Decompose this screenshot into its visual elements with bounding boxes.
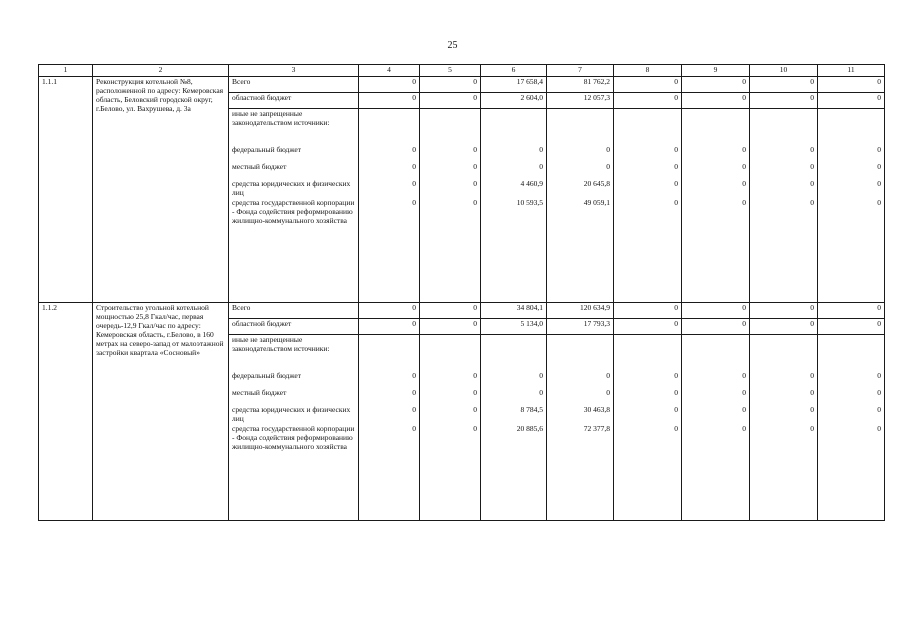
funding-source-label: средства юридических и физических лиц	[229, 179, 359, 198]
value-cell-col-4: 0	[359, 145, 420, 162]
value-cell-col-7	[547, 109, 614, 145]
funding-source-label: Всего	[229, 303, 359, 319]
funding-source-label: иные не запрещенные законодательством источники:	[229, 109, 359, 145]
value-cell-col-5: 0	[420, 319, 481, 335]
value-cell-col-4: 0	[359, 198, 420, 303]
value-cell-col-6: 0	[481, 371, 547, 388]
value-cell-col-10: 0	[750, 93, 818, 109]
value-cell-col-4: 0	[359, 303, 420, 319]
value-cell-col-11: 0	[818, 179, 885, 198]
value-cell-col-8: 0	[614, 162, 682, 179]
value-cell-col-8: 0	[614, 371, 682, 388]
page-number: 25	[447, 40, 458, 51]
value-cell-col-4: 0	[359, 77, 420, 93]
value-cell-col-10: 0	[750, 388, 818, 405]
value-cell-col-6	[481, 335, 547, 371]
funding-source-label: областной бюджет	[229, 319, 359, 335]
funding-source-label: Всего	[229, 77, 359, 93]
value-cell-col-11: 0	[818, 388, 885, 405]
value-cell-col-7: 72 377,8	[547, 424, 614, 521]
item-code: 1.1.1	[39, 77, 93, 303]
value-cell-col-7: 0	[547, 388, 614, 405]
column-header-2: 2	[93, 65, 229, 77]
column-header-1: 1	[39, 65, 93, 77]
value-cell-col-11	[818, 335, 885, 371]
value-cell-col-10: 0	[750, 162, 818, 179]
value-cell-col-9: 0	[682, 162, 750, 179]
funding-source-label: федеральный бюджет	[229, 371, 359, 388]
value-cell-col-5: 0	[420, 162, 481, 179]
value-cell-col-4: 0	[359, 319, 420, 335]
funding-source-label: средства государственной корпорации - Фонда содействия реформированию жилищно-коммунального хозяйства	[229, 424, 359, 521]
value-cell-col-11: 0	[818, 405, 885, 424]
value-cell-col-6: 5 134,0	[481, 319, 547, 335]
column-header-5: 5	[420, 65, 481, 77]
value-cell-col-8	[614, 335, 682, 371]
value-cell-col-5	[420, 109, 481, 145]
value-cell-col-5	[420, 335, 481, 371]
value-cell-col-11: 0	[818, 198, 885, 303]
table-row	[39, 303, 885, 319]
value-cell-col-8: 0	[614, 145, 682, 162]
value-cell-col-4	[359, 109, 420, 145]
value-cell-col-11: 0	[818, 371, 885, 388]
table-row	[39, 77, 885, 93]
value-cell-col-10: 0	[750, 179, 818, 198]
value-cell-col-7: 49 059,1	[547, 198, 614, 303]
value-cell-col-6: 34 804,1	[481, 303, 547, 319]
value-cell-col-4: 0	[359, 371, 420, 388]
value-cell-col-4: 0	[359, 93, 420, 109]
value-cell-col-8	[614, 109, 682, 145]
column-header-7: 7	[547, 65, 614, 77]
value-cell-col-6: 10 593,5	[481, 198, 547, 303]
value-cell-col-5: 0	[420, 388, 481, 405]
funding-source-label: федеральный бюджет	[229, 145, 359, 162]
value-cell-col-7: 0	[547, 145, 614, 162]
value-cell-col-9: 0	[682, 145, 750, 162]
value-cell-col-4: 0	[359, 405, 420, 424]
value-cell-col-5: 0	[420, 371, 481, 388]
value-cell-col-9: 0	[682, 303, 750, 319]
funding-source-label: местный бюджет	[229, 388, 359, 405]
item-name: Строительство угольной котельной мощностью 25,8 Гкал/час, первая очередь-12,9 Гкал/час по адресу: Кемеровская область, г.Белово, в 160 метрах на северо-запад от малоэтажной застройки квартала «Сосновый»	[93, 303, 229, 521]
column-header-11: 11	[818, 65, 885, 77]
column-header-10: 10	[750, 65, 818, 77]
value-cell-col-7: 81 762,2	[547, 77, 614, 93]
value-cell-col-7: 12 057,3	[547, 93, 614, 109]
value-cell-col-7: 0	[547, 371, 614, 388]
value-cell-col-6: 8 784,5	[481, 405, 547, 424]
value-cell-col-9	[682, 335, 750, 371]
value-cell-col-8: 0	[614, 179, 682, 198]
value-cell-col-4: 0	[359, 424, 420, 521]
value-cell-col-5: 0	[420, 77, 481, 93]
value-cell-col-7: 30 463,8	[547, 405, 614, 424]
value-cell-col-8: 0	[614, 388, 682, 405]
value-cell-col-5: 0	[420, 179, 481, 198]
value-cell-col-10: 0	[750, 77, 818, 93]
value-cell-col-9: 0	[682, 77, 750, 93]
value-cell-col-10: 0	[750, 198, 818, 303]
value-cell-col-11: 0	[818, 145, 885, 162]
value-cell-col-6: 17 658,4	[481, 77, 547, 93]
value-cell-col-10: 0	[750, 303, 818, 319]
financing-table	[38, 64, 885, 521]
table-body	[39, 77, 885, 521]
value-cell-col-9: 0	[682, 388, 750, 405]
value-cell-col-9: 0	[682, 424, 750, 521]
value-cell-col-9: 0	[682, 93, 750, 109]
column-header-3: 3	[229, 65, 359, 77]
value-cell-col-10	[750, 335, 818, 371]
value-cell-col-6: 0	[481, 145, 547, 162]
value-cell-col-10: 0	[750, 405, 818, 424]
value-cell-col-8: 0	[614, 405, 682, 424]
item-name: Реконструкция котельной №8, расположенной по адресу: Кемеровская область, Беловский городской округ, г.Белово, ул. Вахрушева, д. 3а	[93, 77, 229, 303]
value-cell-col-5: 0	[420, 303, 481, 319]
value-cell-col-9: 0	[682, 179, 750, 198]
value-cell-col-9: 0	[682, 319, 750, 335]
value-cell-col-7: 20 645,8	[547, 179, 614, 198]
value-cell-col-7	[547, 335, 614, 371]
column-header-9: 9	[682, 65, 750, 77]
value-cell-col-5: 0	[420, 424, 481, 521]
value-cell-col-11	[818, 109, 885, 145]
value-cell-col-11: 0	[818, 93, 885, 109]
value-cell-col-11: 0	[818, 303, 885, 319]
value-cell-col-4: 0	[359, 388, 420, 405]
value-cell-col-9: 0	[682, 371, 750, 388]
value-cell-col-7: 17 793,3	[547, 319, 614, 335]
value-cell-col-10: 0	[750, 371, 818, 388]
column-header-4: 4	[359, 65, 420, 77]
funding-source-label: местный бюджет	[229, 162, 359, 179]
value-cell-col-10: 0	[750, 145, 818, 162]
value-cell-col-6: 20 885,6	[481, 424, 547, 521]
value-cell-col-8: 0	[614, 93, 682, 109]
value-cell-col-4: 0	[359, 179, 420, 198]
value-cell-col-11: 0	[818, 162, 885, 179]
value-cell-col-5: 0	[420, 405, 481, 424]
column-header-8: 8	[614, 65, 682, 77]
value-cell-col-9: 0	[682, 405, 750, 424]
value-cell-col-4: 0	[359, 162, 420, 179]
value-cell-col-4	[359, 335, 420, 371]
value-cell-col-5: 0	[420, 145, 481, 162]
value-cell-col-6: 0	[481, 162, 547, 179]
value-cell-col-5: 0	[420, 93, 481, 109]
value-cell-col-8: 0	[614, 303, 682, 319]
value-cell-col-11: 0	[818, 77, 885, 93]
funding-source-label: средства юридических и физических лиц	[229, 405, 359, 424]
value-cell-col-8: 0	[614, 77, 682, 93]
value-cell-col-10: 0	[750, 319, 818, 335]
value-cell-col-6: 2 604,0	[481, 93, 547, 109]
funding-source-label: средства государственной корпорации - Фонда содействия реформированию жилищно-коммунального хозяйства	[229, 198, 359, 303]
value-cell-col-11: 0	[818, 319, 885, 335]
value-cell-col-8: 0	[614, 198, 682, 303]
value-cell-col-11: 0	[818, 424, 885, 521]
column-number-row	[39, 65, 885, 77]
value-cell-col-9	[682, 109, 750, 145]
funding-source-label: иные не запрещенные законодательством источники:	[229, 335, 359, 371]
value-cell-col-10: 0	[750, 424, 818, 521]
funding-source-label: областной бюджет	[229, 93, 359, 109]
value-cell-col-9: 0	[682, 198, 750, 303]
item-code: 1.1.2	[39, 303, 93, 521]
value-cell-col-6	[481, 109, 547, 145]
value-cell-col-7: 120 634,9	[547, 303, 614, 319]
value-cell-col-6: 0	[481, 388, 547, 405]
column-header-6: 6	[481, 65, 547, 77]
value-cell-col-8: 0	[614, 319, 682, 335]
value-cell-col-5: 0	[420, 198, 481, 303]
value-cell-col-7: 0	[547, 162, 614, 179]
value-cell-col-6: 4 460,9	[481, 179, 547, 198]
value-cell-col-10	[750, 109, 818, 145]
value-cell-col-8: 0	[614, 424, 682, 521]
